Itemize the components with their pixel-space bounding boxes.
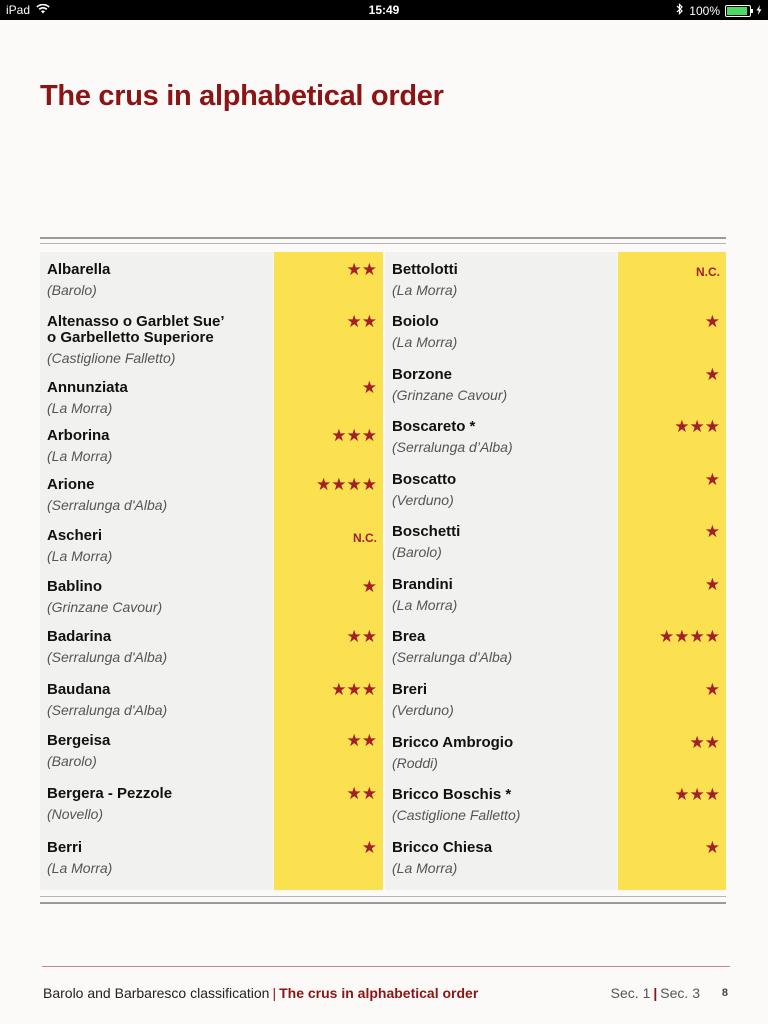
cru-row bbox=[40, 528, 383, 564]
cru-town: (Verduno) bbox=[392, 492, 454, 508]
cru-row bbox=[385, 682, 726, 718]
footer-divider bbox=[42, 966, 730, 967]
not-classified-badge: N.C. bbox=[353, 531, 377, 545]
cru-town: (La Morra) bbox=[392, 334, 458, 350]
cru-name: Breri bbox=[392, 681, 428, 698]
top-rule bbox=[40, 237, 726, 239]
cru-town: (Serralunga d'Alba) bbox=[392, 649, 513, 665]
bluetooth-icon bbox=[676, 3, 684, 18]
cru-town: (La Morra) bbox=[392, 860, 458, 876]
cru-row bbox=[385, 262, 726, 298]
cru-row bbox=[385, 472, 726, 508]
cru-name: Albarella bbox=[47, 261, 111, 278]
nav-sec1-link[interactable]: Sec. 1 bbox=[610, 985, 651, 1001]
cru-town: (Barolo) bbox=[47, 753, 97, 769]
cru-name: Bricco Chiesa bbox=[392, 839, 493, 856]
star-rating: ★ bbox=[704, 470, 720, 489]
cru-town: (La Morra) bbox=[392, 597, 458, 613]
cru-row bbox=[40, 314, 383, 366]
cru-row bbox=[40, 786, 383, 822]
cru-row bbox=[40, 262, 383, 298]
not-classified-badge: N.C. bbox=[696, 265, 720, 279]
star-rating: ★★★ bbox=[674, 417, 720, 436]
cru-table-left bbox=[40, 252, 383, 890]
footer-breadcrumb bbox=[43, 985, 478, 1001]
cru-row bbox=[385, 524, 726, 560]
cru-row bbox=[40, 840, 383, 876]
star-rating: ★★ bbox=[346, 784, 377, 803]
page-title: The crus in alphabetical order bbox=[40, 80, 444, 112]
cru-town: (Barolo) bbox=[47, 282, 97, 298]
cru-row bbox=[385, 314, 726, 350]
charging-icon bbox=[756, 4, 762, 18]
cru-town: (La Morra) bbox=[392, 282, 458, 298]
battery-icon bbox=[725, 5, 751, 17]
status-time: 15:49 bbox=[368, 3, 400, 17]
star-rating: ★ bbox=[704, 522, 720, 541]
cru-name: Bergeisa bbox=[47, 732, 111, 749]
footer-doc-title[interactable]: Barolo and Barbaresco classification bbox=[43, 985, 270, 1001]
cru-name: Arione bbox=[47, 476, 95, 493]
star-rating: ★★★★ bbox=[316, 475, 377, 494]
cru-town: (Castiglione Falletto) bbox=[392, 807, 521, 823]
star-rating: ★ bbox=[704, 365, 720, 384]
star-rating: ★ bbox=[361, 378, 377, 397]
footer-separator: | bbox=[272, 985, 277, 1001]
cru-name: Bricco Boschis * bbox=[392, 786, 512, 803]
nav-separator: | bbox=[653, 985, 658, 1001]
cru-table-right bbox=[385, 252, 726, 890]
cru-town: (Grinzane Cavour) bbox=[392, 387, 508, 403]
star-rating: ★ bbox=[361, 577, 377, 596]
cru-town: (Serralunga d'Alba) bbox=[47, 649, 168, 665]
cru-row bbox=[385, 629, 726, 665]
cru-town: (Serralunga d'Alba) bbox=[47, 497, 168, 513]
cru-town: (Verduno) bbox=[392, 702, 454, 718]
cru-town: (Castiglione Falletto) bbox=[47, 350, 176, 366]
device-label: iPad bbox=[6, 3, 31, 17]
cru-name: Badarina bbox=[47, 628, 112, 645]
cru-town: (La Morra) bbox=[47, 548, 113, 564]
cru-name: Brandini bbox=[392, 576, 453, 593]
status-bar bbox=[0, 0, 768, 20]
star-rating: ★★ bbox=[346, 260, 377, 279]
cru-name: Bricco Ambrogio bbox=[392, 734, 514, 751]
cru-row bbox=[40, 629, 383, 665]
cru-name: Bablino bbox=[47, 578, 102, 595]
battery-percent: 100% bbox=[689, 3, 720, 18]
star-rating: ★★ bbox=[346, 731, 377, 750]
cru-town: (Novello) bbox=[47, 806, 104, 822]
cru-name: Altenasso o Garblet Sue’ o Garbelletto Superiore bbox=[47, 313, 225, 346]
bottom-rule bbox=[40, 902, 726, 904]
cru-row bbox=[40, 733, 383, 769]
star-rating: ★ bbox=[361, 838, 377, 857]
cru-name: Bergera - Pezzole bbox=[47, 785, 173, 802]
cru-name: Annunziata bbox=[47, 379, 128, 396]
cru-row bbox=[40, 380, 383, 416]
top-rule-thin bbox=[40, 243, 726, 244]
nav-sec3-link[interactable]: Sec. 3 bbox=[660, 985, 700, 1001]
cru-row bbox=[385, 735, 726, 771]
star-rating: ★★ bbox=[689, 733, 720, 752]
star-rating: ★★★ bbox=[331, 680, 377, 699]
star-rating: ★★★ bbox=[674, 785, 720, 804]
cru-name: Baudana bbox=[47, 681, 111, 698]
section-nav bbox=[611, 985, 700, 1001]
cru-town: (Grinzane Cavour) bbox=[47, 599, 163, 615]
cru-town: (Barolo) bbox=[392, 544, 442, 560]
cru-row bbox=[385, 840, 726, 876]
cru-row bbox=[40, 682, 383, 718]
footer-current-section[interactable]: The crus in alphabetical order bbox=[279, 985, 479, 1001]
cru-row bbox=[40, 428, 383, 464]
star-rating: ★★★★ bbox=[659, 627, 720, 646]
bottom-rule-thin bbox=[40, 896, 726, 897]
cru-name: Boscatto bbox=[392, 471, 457, 488]
star-rating: ★★ bbox=[346, 627, 377, 646]
cru-name: Boscareto * bbox=[392, 418, 476, 435]
cru-town: (La Morra) bbox=[47, 448, 113, 464]
cru-town: (La Morra) bbox=[47, 860, 113, 876]
cru-name: Berri bbox=[47, 839, 83, 856]
battery-fill bbox=[727, 7, 747, 15]
cru-name: Bettolotti bbox=[392, 261, 458, 278]
cru-name: Arborina bbox=[47, 427, 110, 444]
cru-town: (La Morra) bbox=[47, 400, 113, 416]
cru-row bbox=[40, 477, 383, 513]
star-rating: ★ bbox=[704, 838, 720, 857]
star-rating: ★★ bbox=[346, 312, 377, 331]
cru-name: Ascheri bbox=[47, 527, 103, 544]
star-rating: ★ bbox=[704, 312, 720, 331]
star-rating: ★ bbox=[704, 680, 720, 699]
cru-name: Borzone bbox=[392, 366, 452, 383]
page-number: 8 bbox=[721, 987, 728, 999]
cru-name: Boiolo bbox=[392, 313, 439, 330]
cru-row bbox=[40, 579, 383, 615]
cru-row bbox=[385, 419, 726, 455]
cru-town: (Serralunga d’Alba) bbox=[392, 439, 513, 455]
cru-town: (Serralunga d'Alba) bbox=[47, 702, 168, 718]
cru-name: Boschetti bbox=[392, 523, 461, 540]
cru-row bbox=[385, 577, 726, 613]
cru-name: Brea bbox=[392, 628, 426, 645]
cru-row bbox=[385, 367, 726, 403]
cru-town: (Roddi) bbox=[392, 755, 438, 771]
star-rating: ★ bbox=[704, 575, 720, 594]
star-rating: ★★★ bbox=[331, 426, 377, 445]
cru-row bbox=[385, 787, 726, 823]
